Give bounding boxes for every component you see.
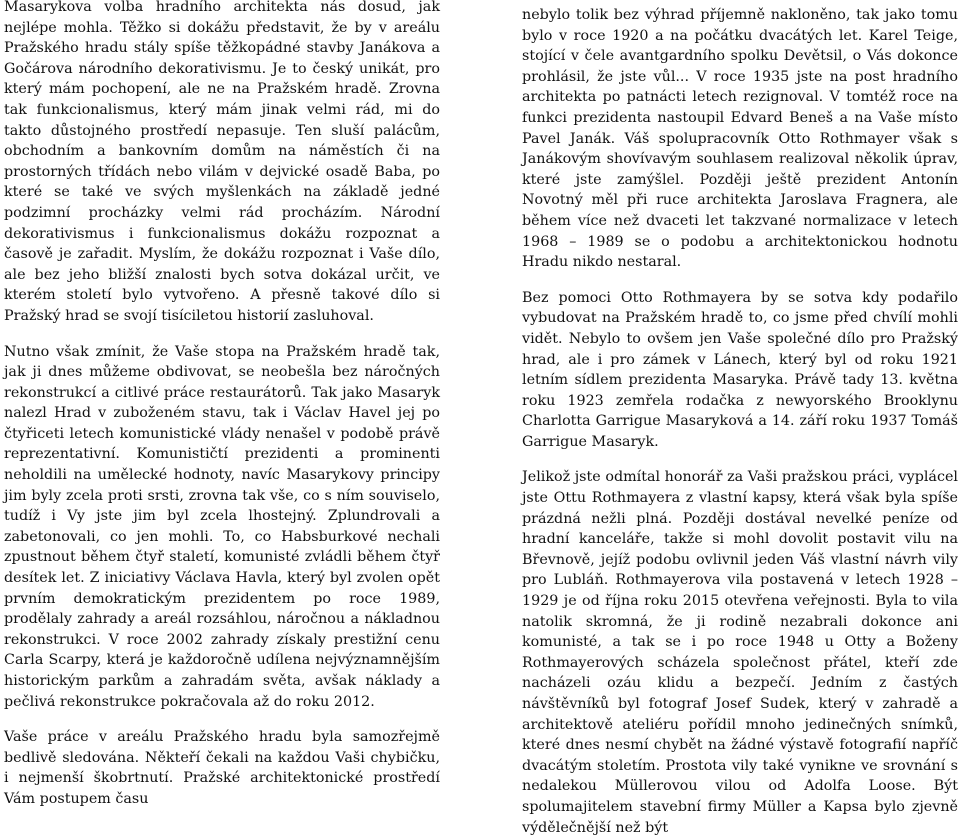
- paragraph: Jelikož jste odmítal honorář za Vaši pražskou práci, vyplácel jste Ottu Rothmayera z vlastní kapsy, která však byla spíše prázdná nežli plná. Později dostával nevelké peníze od hradní kanceláře, takže si mohl dovolit postavit vilu na Břevnově, jejíž podobu ovlivnil jeden Váš vlastní návrh vily pro Lubláň. Rothmayerova vila postavená v letech 1928 – 1929 je od října roku 2015 otevřena veřejnosti. Byla to vila natolik skromná, že ji rodině nezabrali dokonce ani komunisté, a tak se i po roce 1948 u Otty a Boženy Rothmayerových scházela společnost přátel, kteří zde nacházeli ozáu klidu a bezpečí. Jedním z častých návštěvníků byl fotograf Josef Sudek, který v zahradě a architektově ateliéru pořídil mnoho jedinečných snímků, které dnes nesmí chybět na žádné výstavě fotografií napříč dvacátým stoletím. Prostota vily také vynikne ve srovnání s nedalekou Müllerovou vilou od Adolfa Loose. Být spolumajitelem stavební firmy Müller a Kapsa bylo zjevně výdělečnější než být: [522, 469, 958, 836]
- paragraph: nebylo tolik bez výhrad příjemně nakloněno, tak jako tomu bylo v roce 1920 a na počátku dvacátých let. Karel Teige, stojící v čele avantgardního spolku Devětsil, o Vás dokonce prohlásil, že jste vůl... V roce 1935 jste na post hradního architekta po patnácti letech rezignoval. V tomtéž roce na funkci prezidenta nastoupil Edvard Beneš a na Vaše místo Pavel Janák. Váš spolupracovník Otto Rothmayer však s Janákovým shovívavým souhlasem realizoval několik úprav, které jste zamýšlel. Později ještě prezident Antonín Novotný měl při ruce architekta Jaroslava Fragnera, ale během více než dvaceti let takzvané normalizace v letech 1968 – 1989 se o podobu a architektonickou hodnotu Hradu nikdo nestaral.: [522, 7, 958, 271]
- paragraph: Vaše práce v areálu Pražského hradu byla samozřejmě bedlivě sledována. Někteří čekali na každou Vaši chybičku, i nejmenší škobrtnutí. Pražské architektonické prostředí Vám postupem času: [4, 729, 440, 807]
- left-column: [4, 0, 440, 810]
- right-column: [522, 5, 958, 838]
- paragraph: Bez pomoci Otto Rothmayera by se sotva kdy podařilo vybudovat na Pražském hradě to, co jsme před chvílí mohli vidět. Nebylo to ovšem jen Vaše společné dílo pro Pražský hrad, ale i pro zámek v Lánech, který byl od roku 1921 letním sídlem prezidenta Masaryka. Právě tady 13. května roku 1923 zemřela rodačka z newyorského Brooklynu Charlotta Garrigue Masaryková a 14. září roku 1937 Tomáš Garrigue Masaryk.: [522, 289, 958, 450]
- paragraph: Masarykova volba hradního architekta nás dosud, jak nejlépe mohla. Těžko si dokážu představit, že by v areálu Pražského hradu stály spíše těžkopádné stavby Janákova a Gočárova národního dekorativismu. Je to český unikát, pro který mám pochopení, ale ne na Pražském hradě. Zrovna tak funkcionalismus, který mám jinak velmi rád, mi do takto důstojného prostředí nepasuje. Ten sluší palácům, obchodním a bankovním domům na náměstích či na prostorných třídách nebo vilám v dejvické osadě Baba, po které se také ve svých myšlenkách na základě jedné podzimní procházky velmi rád procházím. Národní dekorativismus i funkcionalismus dokážu rozpoznat a časově je zařadit. Myslím, že dokážu rozpoznat i Vaše dílo, ale bez jeho bližší znalosti bych sotva dokázal určit, ve kterém století bylo vytvořeno. A přesně takové dílo si Pražský hrad se svojí tisíciletou historií zasluhoval.: [4, 0, 440, 324]
- paragraph: Nutno však zmínit, že Vaše stopa na Pražském hradě tak, jak ji dnes můžeme obdivovat, se neobešla bez náročných rekonstrukcí a citlivé práce restaurátorů. Tak jako Masaryk nalezl Hrad v zuboženém stavu, tak i Václav Havel jej po čtyřiceti letech komunistické vlády nenašel v podobě právě reprezentativní. Komunističtí prezidenti a prominenti neholdili na umělecké hodnoty, navíc Masarykovy principy jim byly zcela proti srsti, zrovna tak vše, co s ním souviselo, tudíž i Vy jste jim byl zcela lhostejný. Zplundrovali a zabetonovali, co jen mohli. To, co Habsburkové nechali zpustnout během čtyř staletí, komunisté zvládli během čtyř desítek let. Z iniciativy Václava Havla, který byl zvolen opět prvním demokratickým prezidentem po roce 1989, prodělaly zahrady a areál rozsáhlou, náročnou a nákladnou rekonstrukci. V roce 2002 zahrady získaly prestižní cenu Carla Scarpy, která je každoročně udílena nejvýznamnějším historickým parkům a zahradám světa, avšak náklady a pečlivá rekonstrukce pokračovala až do roku 2012.: [4, 343, 440, 710]
